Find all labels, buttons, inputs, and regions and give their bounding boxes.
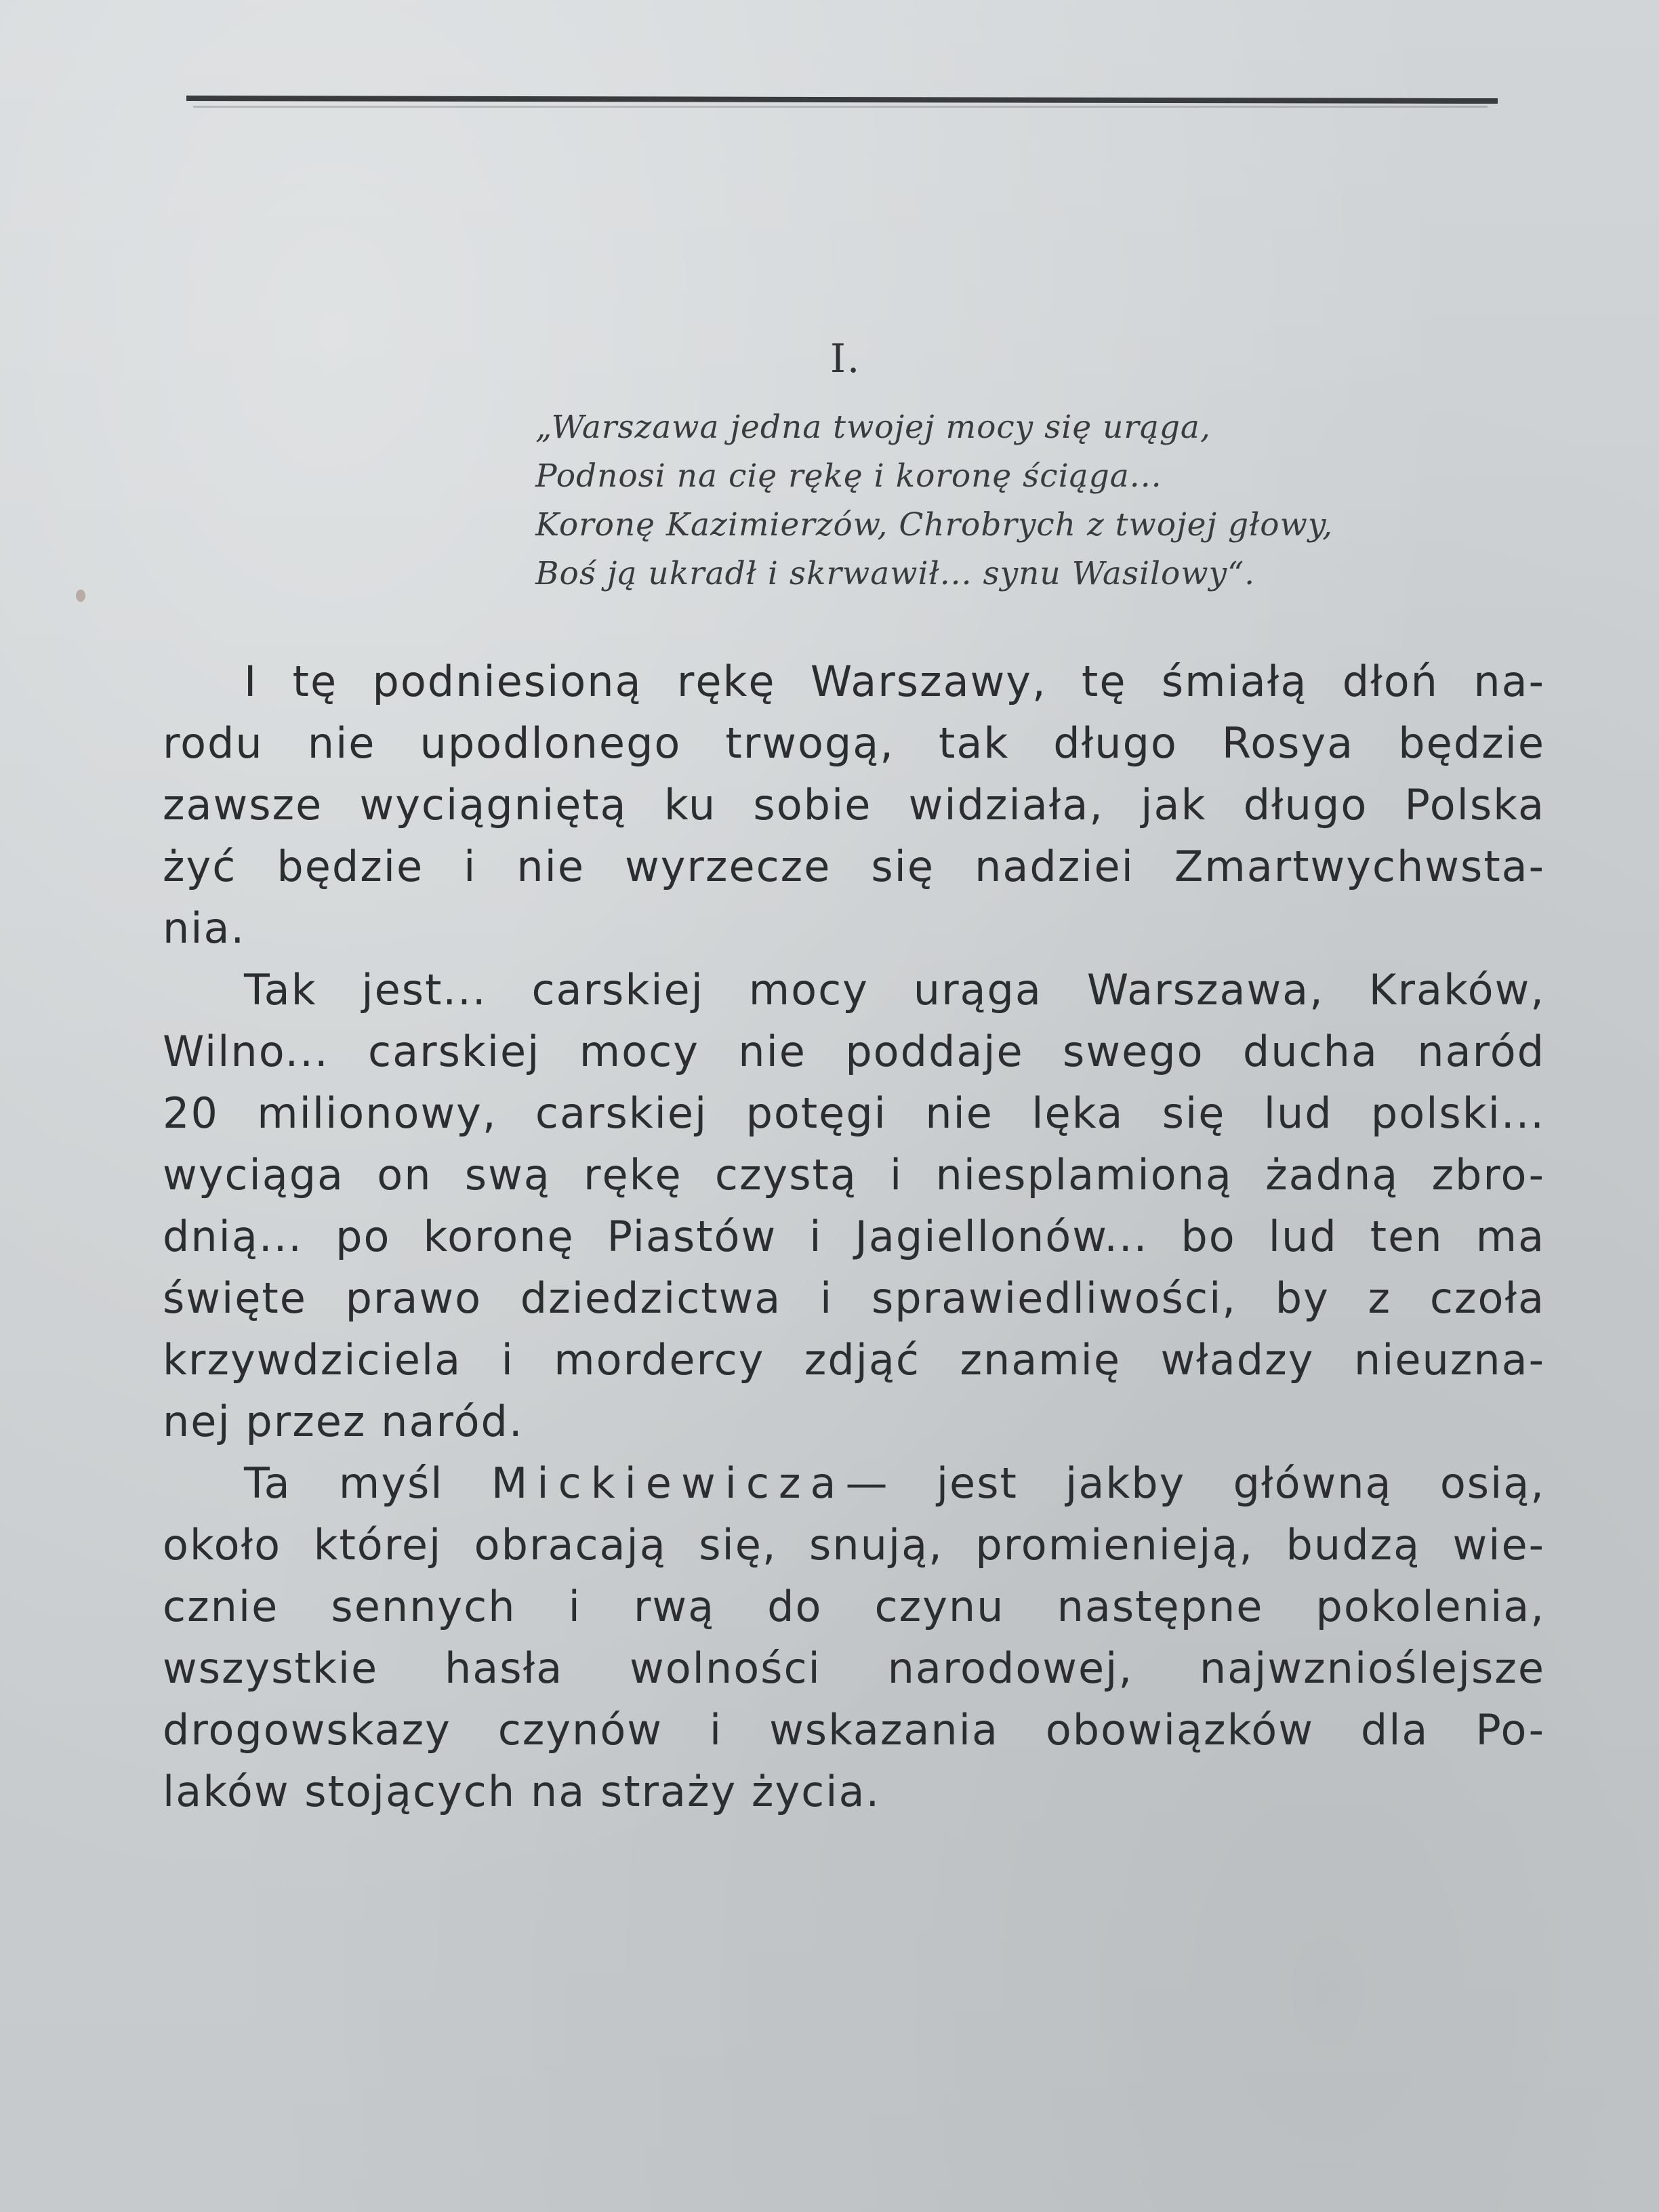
text-line: wszystkie hasła wolności narodowej, najwznioślejsze [163,1643,1545,1693]
author-name-spaced: Mickiewicza [491,1458,846,1508]
text-line: około której obracają się, snują, promienieją, budzą wie- [163,1520,1545,1570]
paragraph-1 [163,651,1545,959]
text-line: drogowskazy czynów i wskazania obowiązków dla Po- [163,1705,1545,1755]
epigraph-line: Podnosi na cię rękę i koronę ściąga... [535,457,1162,495]
text-line: nia. [163,903,246,953]
body-text [163,651,1545,1822]
text-prefix: Ta myśl [244,1458,491,1508]
epigraph-line: Boś ją ukradł i skrwawił... synu Wasilowy“. [535,555,1256,592]
text-line: Wilno... carskiej mocy nie poddaje swego ducha naród [163,1027,1545,1076]
text-line-first [163,1452,1545,1514]
text-line: 20 milionowy, carskiej potęgi nie lęka się lud polski... [163,1088,1545,1138]
text-line: cznie sennych i rwą do czynu następne pokolenia, [163,1582,1545,1631]
text-line: laków stojących na straży życia. [163,1767,881,1816]
text-line: rodu nie upodlonego trwogą, tak długo Rosya będzie [163,718,1545,768]
text-line: Tak jest... carskiej mocy urąga Warszawa, Kraków, [244,965,1545,1015]
page-smudge [76,590,85,602]
epigraph-line: Koronę Kazimierzów, Chrobrych z twojej głowy, [535,506,1334,544]
paragraph-3 [163,1452,1545,1822]
text-suffix: — jest jakby główną osią, [845,1458,1545,1508]
chapter-number: I. [830,335,861,382]
epigraph-line: „Warszawa jedna twojej mocy się urąga, [535,409,1211,446]
text-line: żyć będzie i nie wyrzecze się nadziei Zmartwychwsta- [163,842,1545,891]
text-line: wyciąga on swą rękę czystą i niesplamioną żadną zbro- [163,1150,1545,1200]
text-line: nej przez naród. [163,1397,524,1446]
text-line: zawsze wyciągniętą ku sobie widziała, jak długo Polska [163,780,1545,830]
top-rule [186,96,1498,104]
paragraph-2 [163,959,1545,1452]
epigraph [535,403,1518,598]
text-line: I tę podniesioną rękę Warszawy, tę śmiałą dłoń na- [244,657,1545,706]
top-rule-shadow [193,106,1488,108]
text-line: dnią... po koronę Piastów i Jagiellonów... bo lud ten ma [163,1212,1545,1261]
text-line: krzywdziciela i mordercy zdjąć znamię władzy nieuzna- [163,1335,1545,1385]
text-line: święte prawo dziedzictwa i sprawiedliwości, by z czoła [163,1273,1545,1323]
